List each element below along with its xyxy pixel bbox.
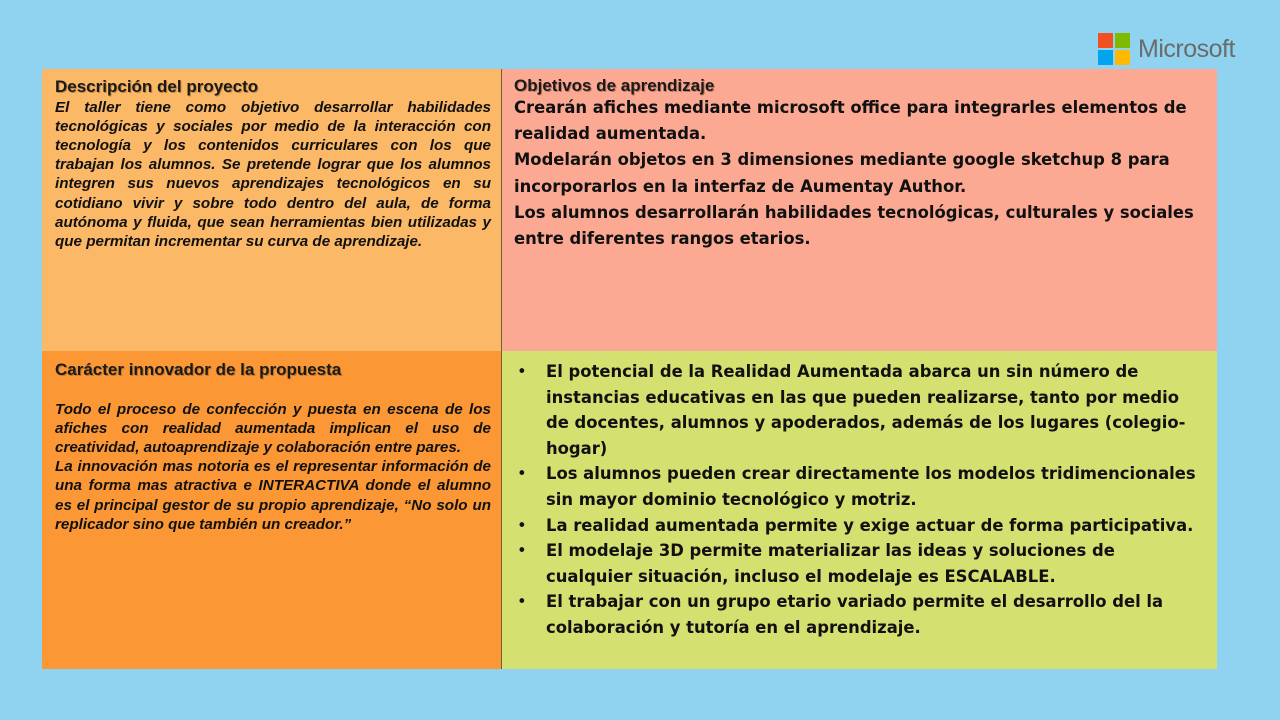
- innovation-paragraph: La innovación mas notoria es el representar información de una forma mas atractiva e INTERACTIVA donde el alumno es el principal gestor de su propio aprendizaje, “No solo un replicador sino que también un creador.”: [55, 458, 491, 533]
- list-item: • La realidad aumentada permite y exige actuar de forma participativa.: [514, 513, 1205, 539]
- innovation-title: Carácter innovador de la propuesta: [55, 360, 342, 379]
- logo-square-green: [1115, 33, 1130, 48]
- innovation-cell: [42, 351, 502, 669]
- project-description-text: [55, 98, 491, 251]
- list-item: • Los alumnos pueden crear directamente los modelos tridimencionales sin mayor dominio tecnológico y motriz.: [514, 461, 1205, 512]
- key-points-list: [514, 359, 1205, 641]
- learning-objectives-text: [514, 95, 1205, 253]
- list-item: • El potencial de la Realidad Aumentada abarca un sin número de instancias educativas en las que pueden realizarse, tanto por medio de docentes, alumnos y apoderados, además de los lugares (colegio-hogar): [514, 359, 1205, 461]
- project-description-cell: [42, 69, 502, 351]
- learning-objectives-title: Objetivos de aprendizaje: [514, 76, 715, 95]
- microsoft-logo: [1098, 33, 1235, 65]
- objective-paragraph: Crearán afiches mediante microsoft office para integrarles elementos de realidad aumentada.: [514, 97, 1187, 144]
- project-description-paragraph: El taller tiene como objetivo desarrollar habilidades tecnológicas y sociales por medio de la interacción con tecnología y los contenidos curriculares con los que trabajan los alumnos. Se pretende lograr que los alumnos integren sus nuevos aprendizajes tecnológicos en su cotidiano vivir y sobre todo dentro del aula, de forma autónoma y fluida, que sean herramientas bien utilizadas y que permitan incrementar su curva de aprendizaje.: [55, 98, 491, 250]
- logo-text: Microsoft: [1138, 34, 1235, 63]
- logo-square-red: [1098, 33, 1113, 48]
- key-points-cell: [502, 351, 1217, 669]
- logo-square-blue: [1098, 50, 1113, 65]
- project-description-title: Descripción del proyecto: [55, 77, 259, 96]
- list-item: • El modelaje 3D permite materializar las ideas y soluciones de cualquier situación, incluso el modelaje es ESCALABLE.: [514, 538, 1205, 589]
- objective-paragraph: Modelarán objetos en 3 dimensiones mediante google sketchup 8 para incorporarlos en la interfaz de Aumentay Author.: [514, 150, 1170, 196]
- innovation-paragraph: Todo el proceso de confección y puesta en escena de los afiches con realidad aumentada implican el uso de creatividad, autoaprendizaje y colaboración entre pares.: [55, 400, 491, 457]
- logo-square-yellow: [1115, 50, 1130, 65]
- innovation-text: [55, 400, 491, 534]
- objective-paragraph: Los alumnos desarrollarán habilidades tecnológicas, culturales y sociales entre diferentes rangos etarios.: [514, 202, 1194, 249]
- list-item: • El trabajar con un grupo etario variado permite el desarrollo del la colaboración y tutoría en el aprendizaje.: [514, 589, 1205, 640]
- learning-objectives-cell: [502, 69, 1217, 351]
- windows-logo-icon: [1098, 33, 1130, 65]
- content-table: [42, 69, 1217, 669]
